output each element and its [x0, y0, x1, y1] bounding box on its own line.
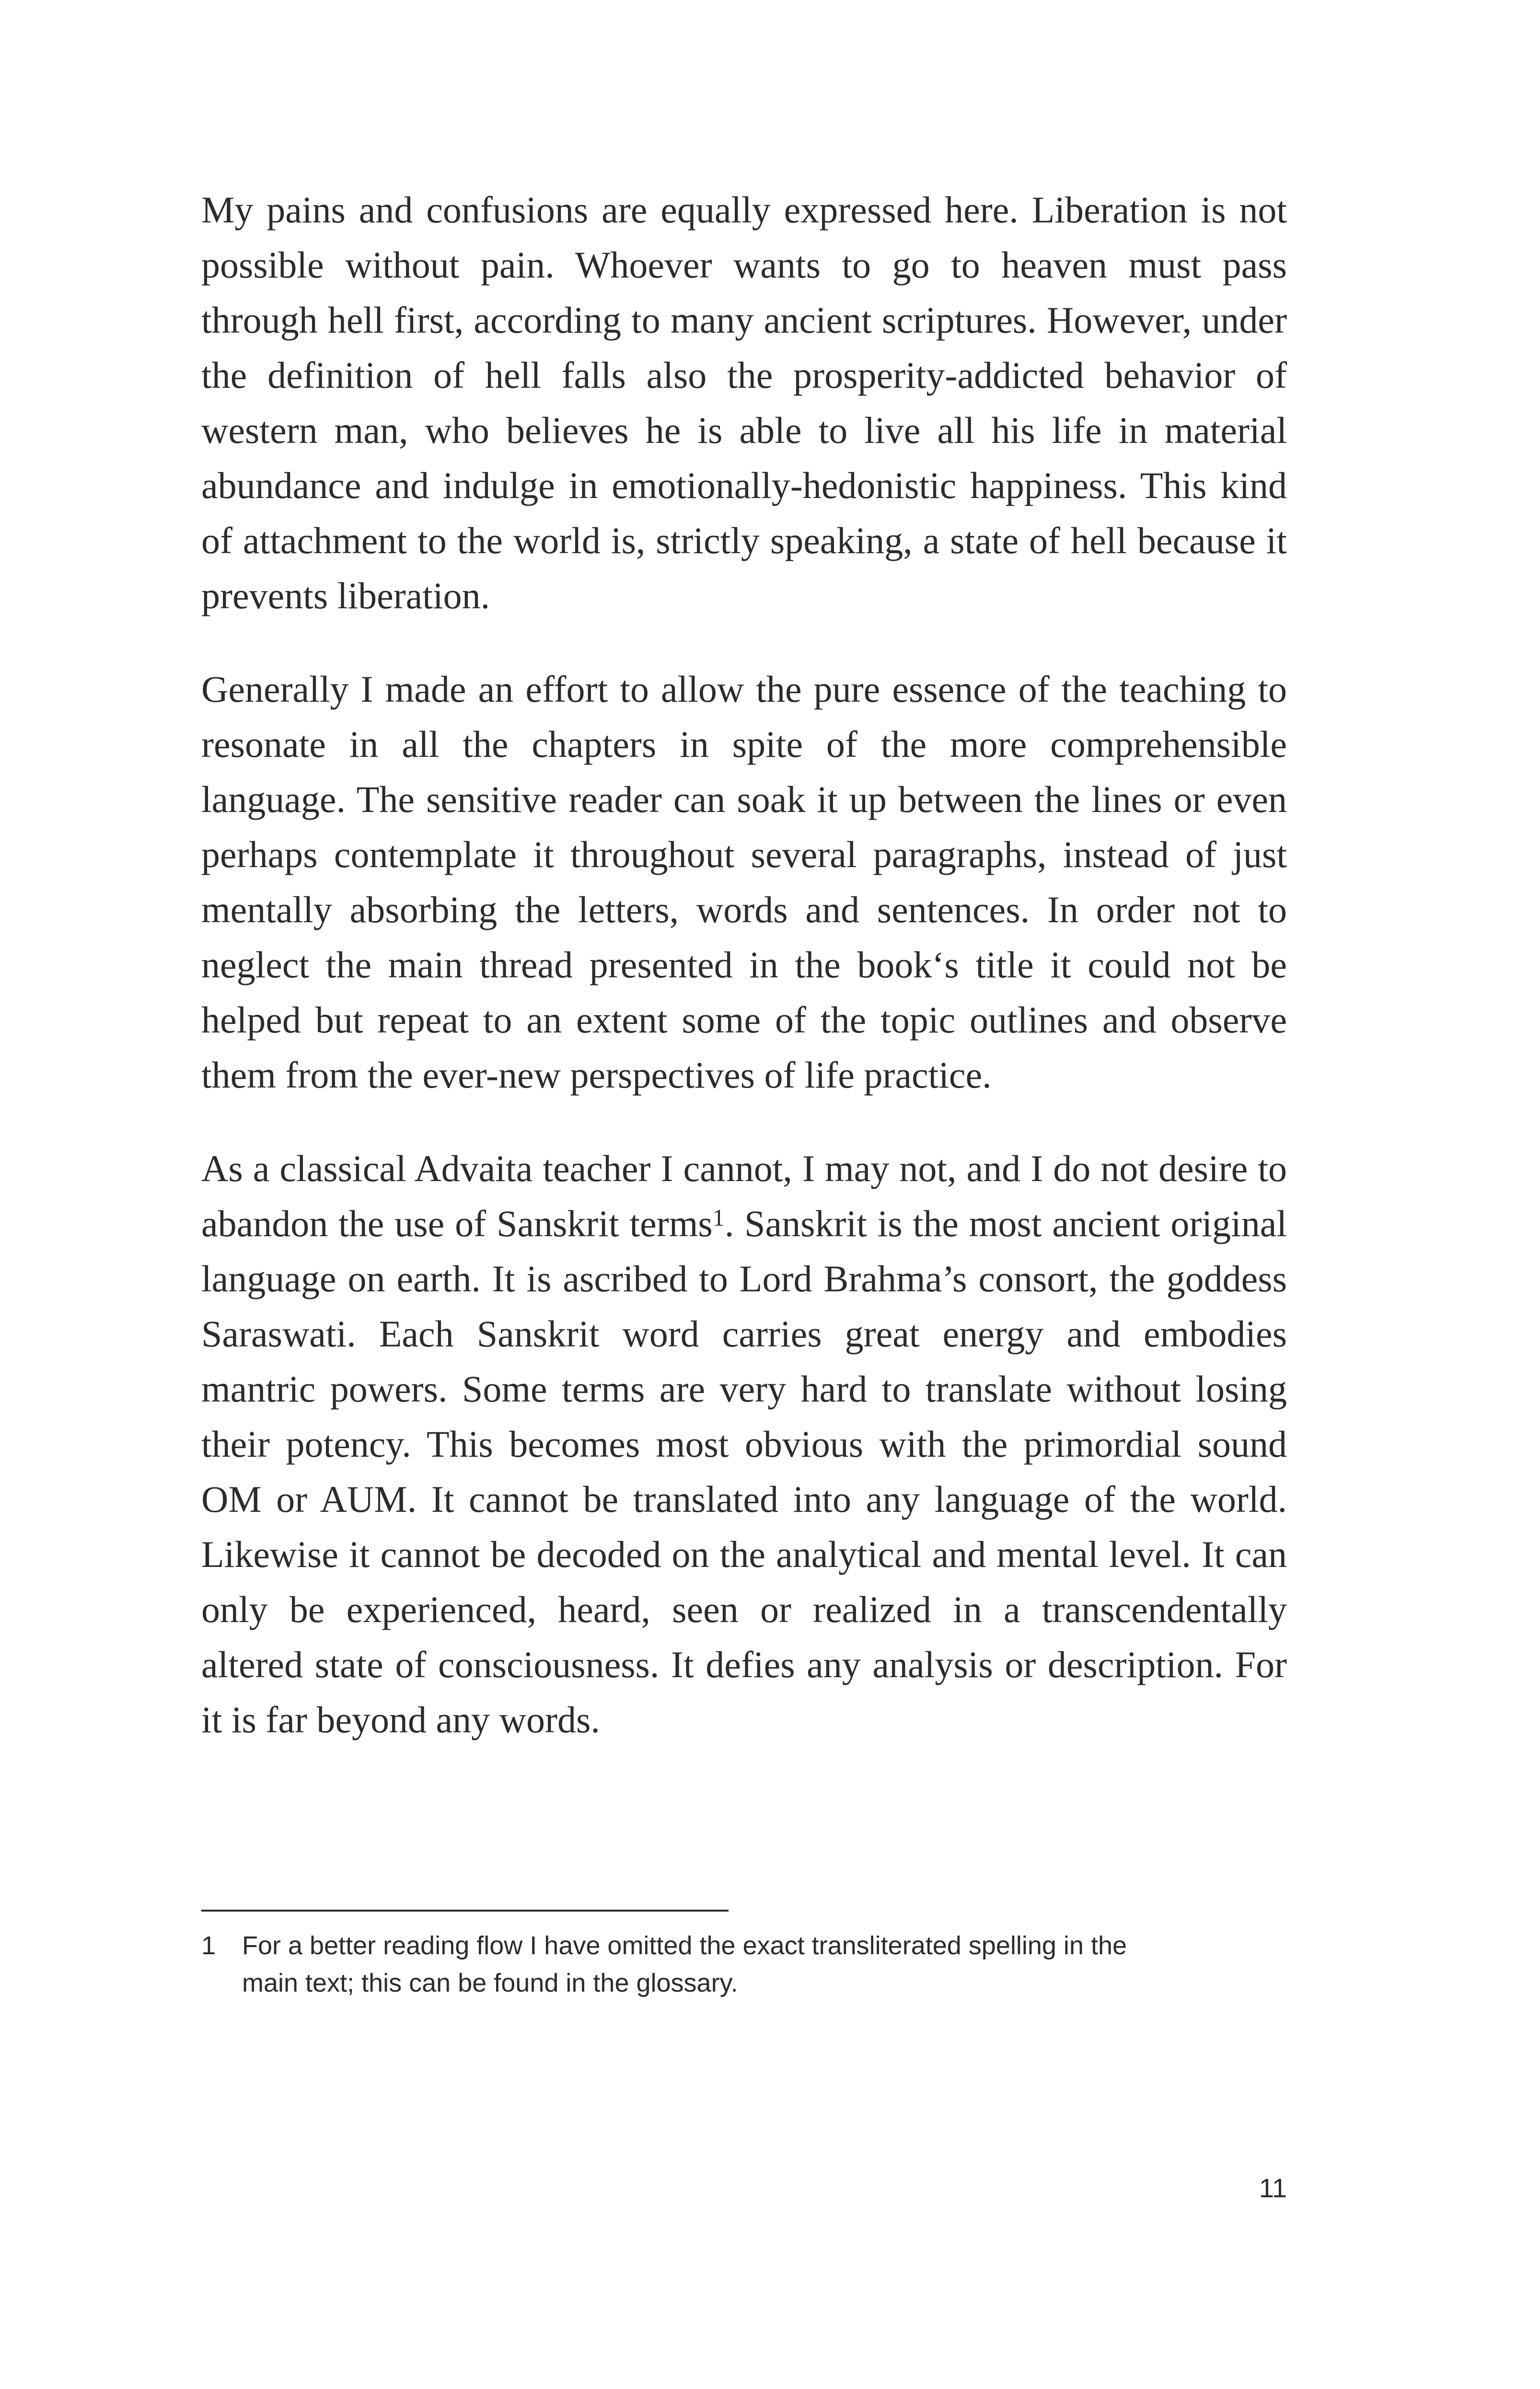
- footnote: [201, 1927, 1160, 2002]
- footnote-reference: 1: [712, 1204, 725, 1231]
- paragraph-3: [201, 1141, 1287, 1747]
- page-number: 11: [1259, 2173, 1287, 2203]
- paragraph-3-text-start: As a classical Advaita teacher I cannot, I may not, and I do not desire to abandon the use of Sanskrit terms: [201, 1148, 1287, 1244]
- paragraph-1: My pains and confusions are equally expressed here. Liberation is not possible without pain. Whoever wants to go to heaven must pass through hell first, according to many ancient scriptures. However, under the definition of hell falls also the prosperity-addicted behavior of western man, who believes he is able to live all his life in material abundance and indulge in emotionally-hedonistic happiness. This kind of attachment to the world is, strictly speaking, a state of hell because it prevents liberation.: [201, 189, 1287, 616]
- footnote-number: 1: [201, 1931, 216, 1960]
- main-text: [201, 182, 1287, 1747]
- footnote-text: For a better reading flow I have omitted the exact transliterated spelling in the main text; this can be found in the glossary.: [242, 1931, 1127, 1997]
- paragraph-2: Generally I made an effort to allow the pure essence of the teaching to resonate in all the chapters in spite of the more comprehensible language. The sensitive reader can soak it up between the lines or even perhaps contemplate it throughout several paragraphs, instead of just mentally absorbing the letters, words and sentences. In order not to neglect the main thread presented in the book‘s title it could not be helped but repeat to an extent some of the topic outlines and observe them from the ever-new perspectives of life practice.: [201, 668, 1287, 1096]
- footnote-divider: [201, 1910, 729, 1912]
- paragraph-3-text-end: . Sanskrit is the most ancient original language on earth. It is ascribed to Lord Brahma’s consort, the goddess Saraswati. Each Sanskrit word carries great energy and embodies mantric powers. Some terms are very hard to translate without losing their potency. This becomes most obvious with the primordial sound OM or AUM. It cannot be translated into any language of the world. Likewise it cannot be decoded on the analytical and mental level. It can only be experienced, heard, seen or realized in a transcendentally altered state of consciousness. It defies any analysis or description. For it is far beyond any words.: [201, 1203, 1287, 1740]
